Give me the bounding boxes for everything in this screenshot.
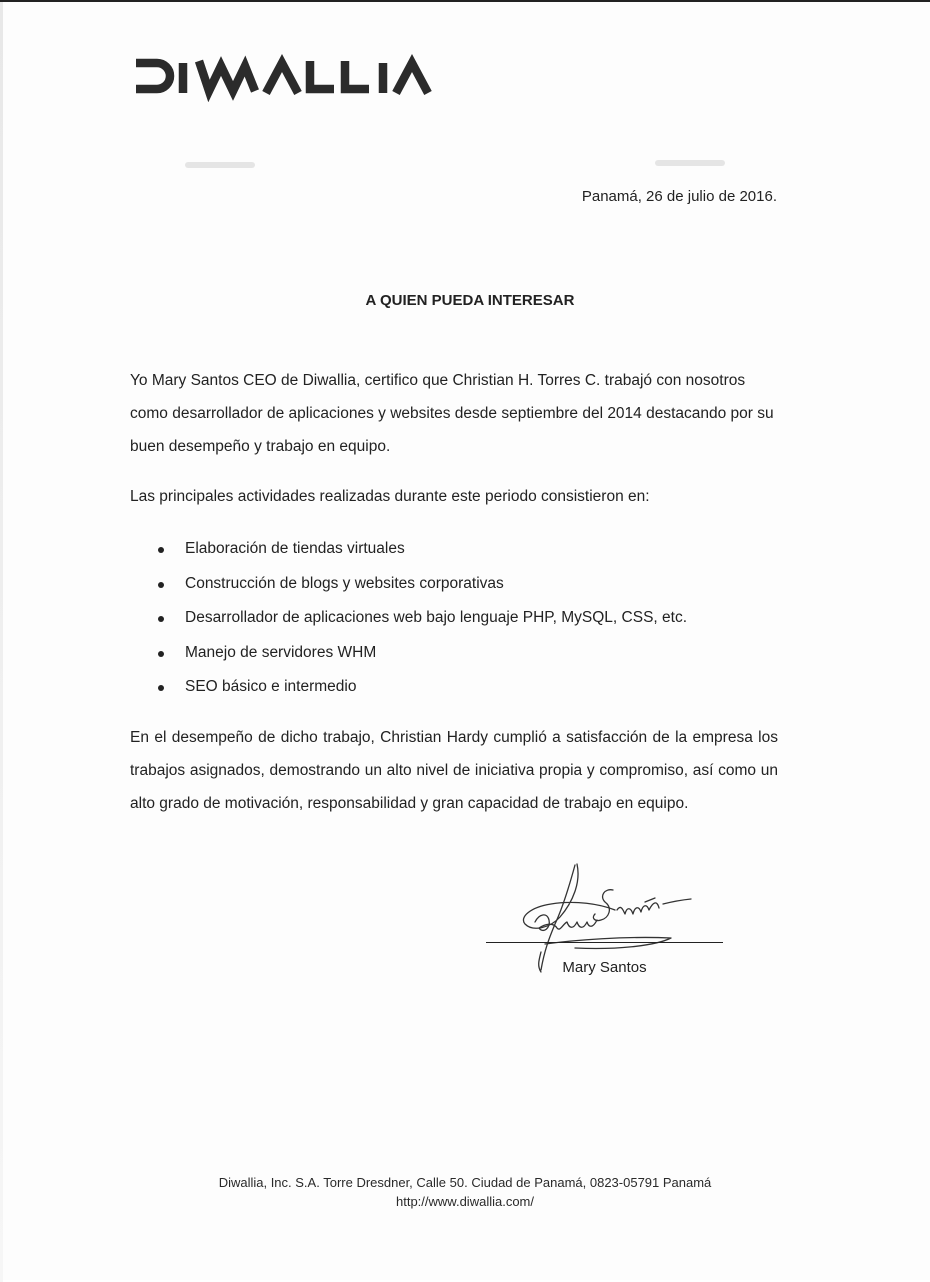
list-item (130, 601, 770, 636)
bullet-icon (158, 582, 164, 588)
diwallia-logo-icon (133, 52, 433, 102)
bullet-icon (158, 685, 164, 691)
bullet-icon (158, 547, 164, 553)
letter-footer (0, 1173, 930, 1211)
bullet-icon (158, 616, 164, 622)
paragraph-intro: Yo Mary Santos CEO de Diwallia, certifico que Christian H. Torres C. trabajó con nosotros como desarrollador de aplicaciones y websites desde septiembre del 2014 destacando por su buen desempeño y trabajo en equipo. (130, 372, 774, 455)
bullet-icon (158, 651, 164, 657)
letter-date: Panamá, 26 de julio de 2016. (581, 188, 777, 205)
scan-mark-right (655, 160, 725, 166)
list-item (130, 567, 770, 602)
list-item-text: Construcción de blogs y websites corporativas (185, 574, 504, 592)
list-item (130, 636, 770, 671)
paragraph-activities-intro: Las principales actividades realizadas durante este periodo consistieron en: (130, 488, 650, 505)
letter-heading: A QUIEN PUEDA INTERESAR (365, 292, 575, 309)
list-item (130, 532, 770, 567)
activities-list (130, 532, 770, 705)
list-item-text: SEO básico e intermedio (185, 678, 357, 695)
list-item-text: Manejo de servidores WHM (185, 643, 377, 661)
list-item (130, 670, 770, 705)
footer-address: Diwallia, Inc. S.A. Torre Dresdner, Calle 50. Ciudad de Panamá, 0823-05791 Panamá (218, 1175, 712, 1190)
list-item-text: Desarrollador de aplicaciones web bajo lenguaje PHP, MySQL, CSS, etc. (185, 609, 688, 626)
footer-website[interactable]: http://www.diwallia.com/ (396, 1194, 534, 1209)
list-item-text: Elaboración de tiendas virtuales (185, 540, 405, 557)
signature-line (486, 942, 723, 943)
signer-name: Mary Santos (562, 959, 647, 976)
scan-edge-shadow (0, 2, 3, 1282)
company-logo (133, 52, 433, 102)
scan-mark-left (185, 162, 255, 168)
paragraph-conclusion: En el desempeño de dicho trabajo, Christian Hardy cumplió a satisfacción de la empresa los trabajos asignados, demostrando un alto nivel de iniciativa propia y compromiso, así como un alto grado de motivación, responsabilidad y gran capacidad de trabajo en equipo. (130, 729, 778, 812)
